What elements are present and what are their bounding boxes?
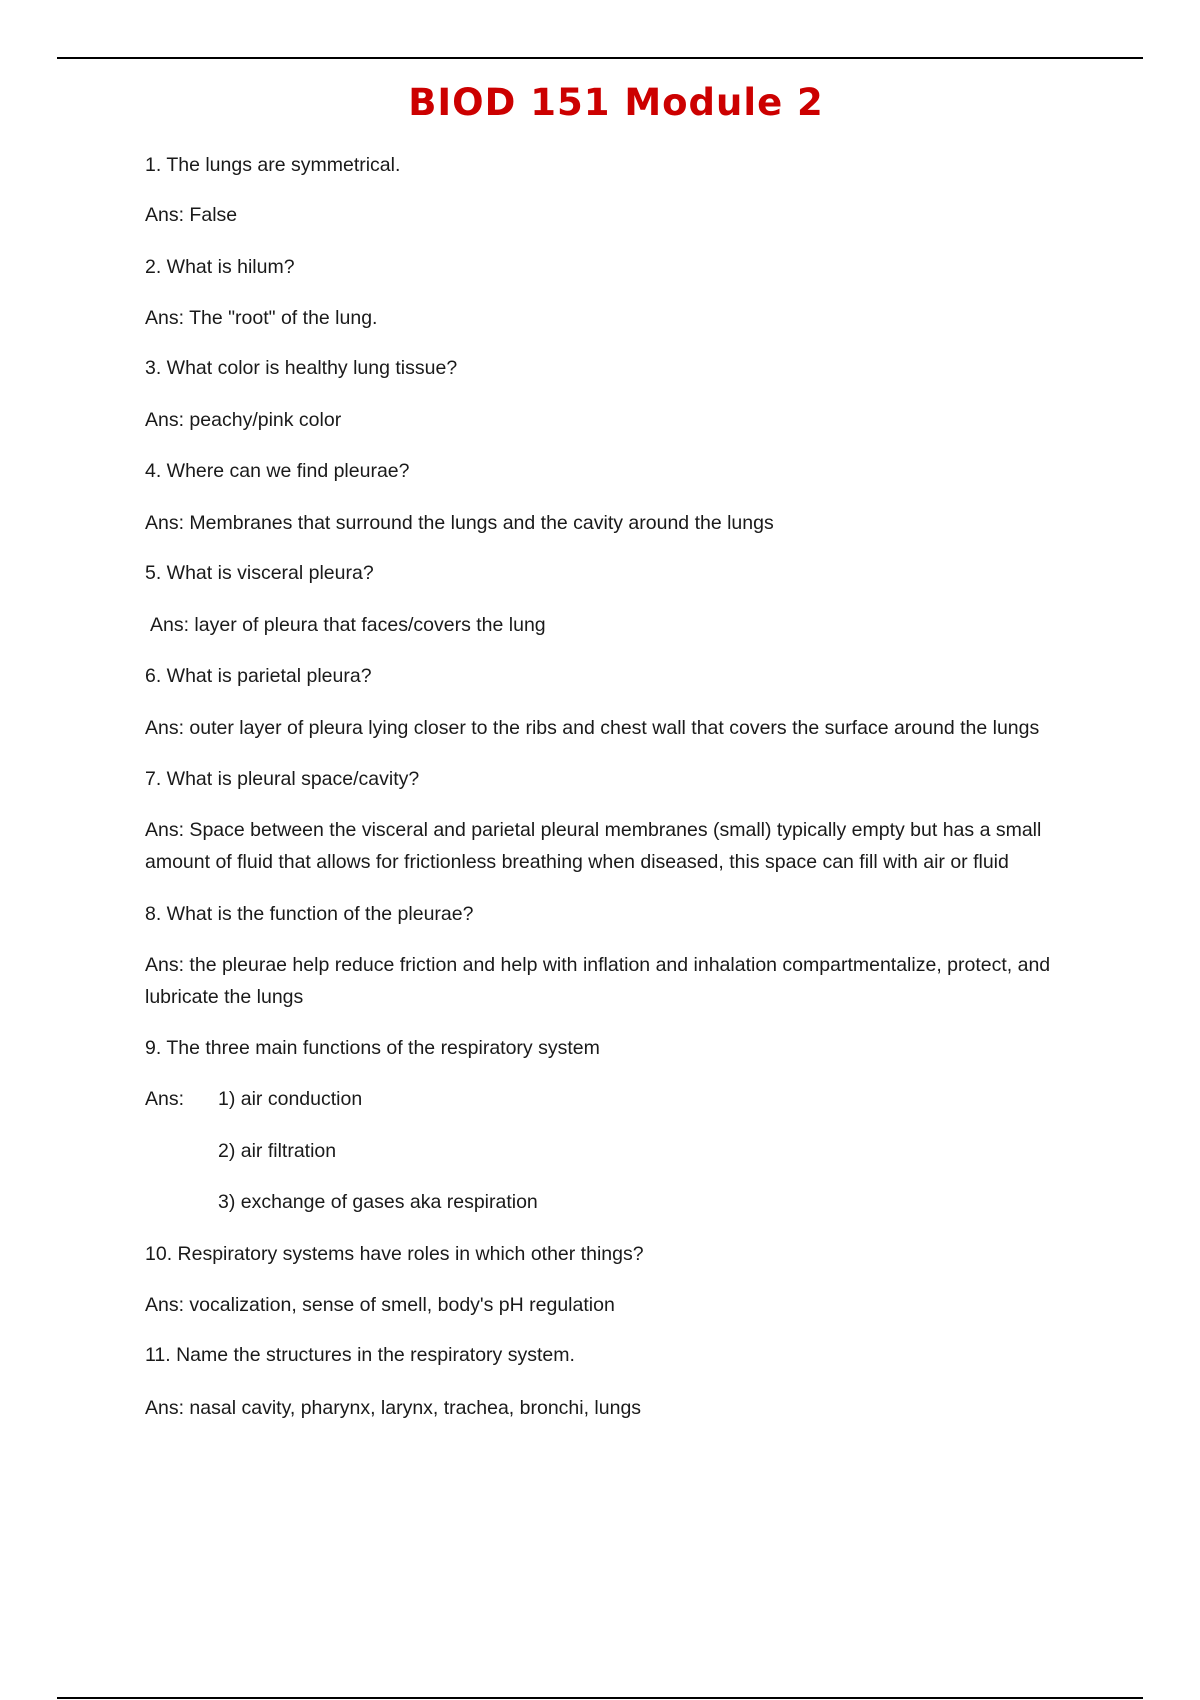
answer-9-label: Ans: [145,1088,185,1110]
answer-7: Ans: Space between the visceral and parietal pleural membranes (small) typically empty but has a small amount of fluid that allows for frictionless breathing when diseased, this space can fill with air or fluid [145,819,1042,873]
answer-4: Ans: Membranes that surround the lungs and the cavity around the lungs [145,512,774,534]
answer-6: Ans: outer layer of pleura lying closer to the ribs and chest wall that covers the surface around the lungs [145,717,1040,739]
bottom-rule [57,1697,1143,1699]
answer-5: Ans: layer of pleura that faces/covers the lung [150,614,546,636]
question-11: 11. Name the structures in the respiratory system. [145,1344,575,1366]
top-rule [57,57,1143,59]
document-title: BIOD 151 Module 2 [408,81,824,124]
question-10: 10. Respiratory systems have roles in which other things? [145,1243,644,1265]
answer-8: Ans: the pleurae help reduce friction and help with inflation and inhalation compartmentalize, protect, and lubricate the lungs [145,954,1051,1008]
answer-11: Ans: nasal cavity, pharynx, larynx, trachea, bronchi, lungs [145,1397,642,1419]
question-2: 2. What is hilum? [145,256,295,278]
question-5: 5. What is visceral pleura? [145,562,374,584]
answer-9-item-3: 3) exchange of gases aka respiration [218,1191,538,1213]
question-1: 1. The lungs are symmetrical. [145,154,401,176]
question-6: 6. What is parietal pleura? [145,665,372,687]
question-7: 7. What is pleural space/cavity? [145,768,420,790]
question-4: 4. Where can we find pleurae? [145,460,410,482]
question-8: 8. What is the function of the pleurae? [145,903,474,925]
question-3: 3. What color is healthy lung tissue? [145,357,458,379]
answer-2: Ans: The "root" of the lung. [145,307,378,329]
answer-10: Ans: vocalization, sense of smell, body's pH regulation [145,1294,615,1316]
question-9: 9. The three main functions of the respiratory system [145,1037,600,1059]
answer-3: Ans: peachy/pink color [145,409,342,431]
answer-9-item-2: 2) air filtration [218,1140,337,1162]
answer-9-item-1: 1) air conduction [218,1088,363,1110]
answer-1: Ans: False [145,204,238,226]
